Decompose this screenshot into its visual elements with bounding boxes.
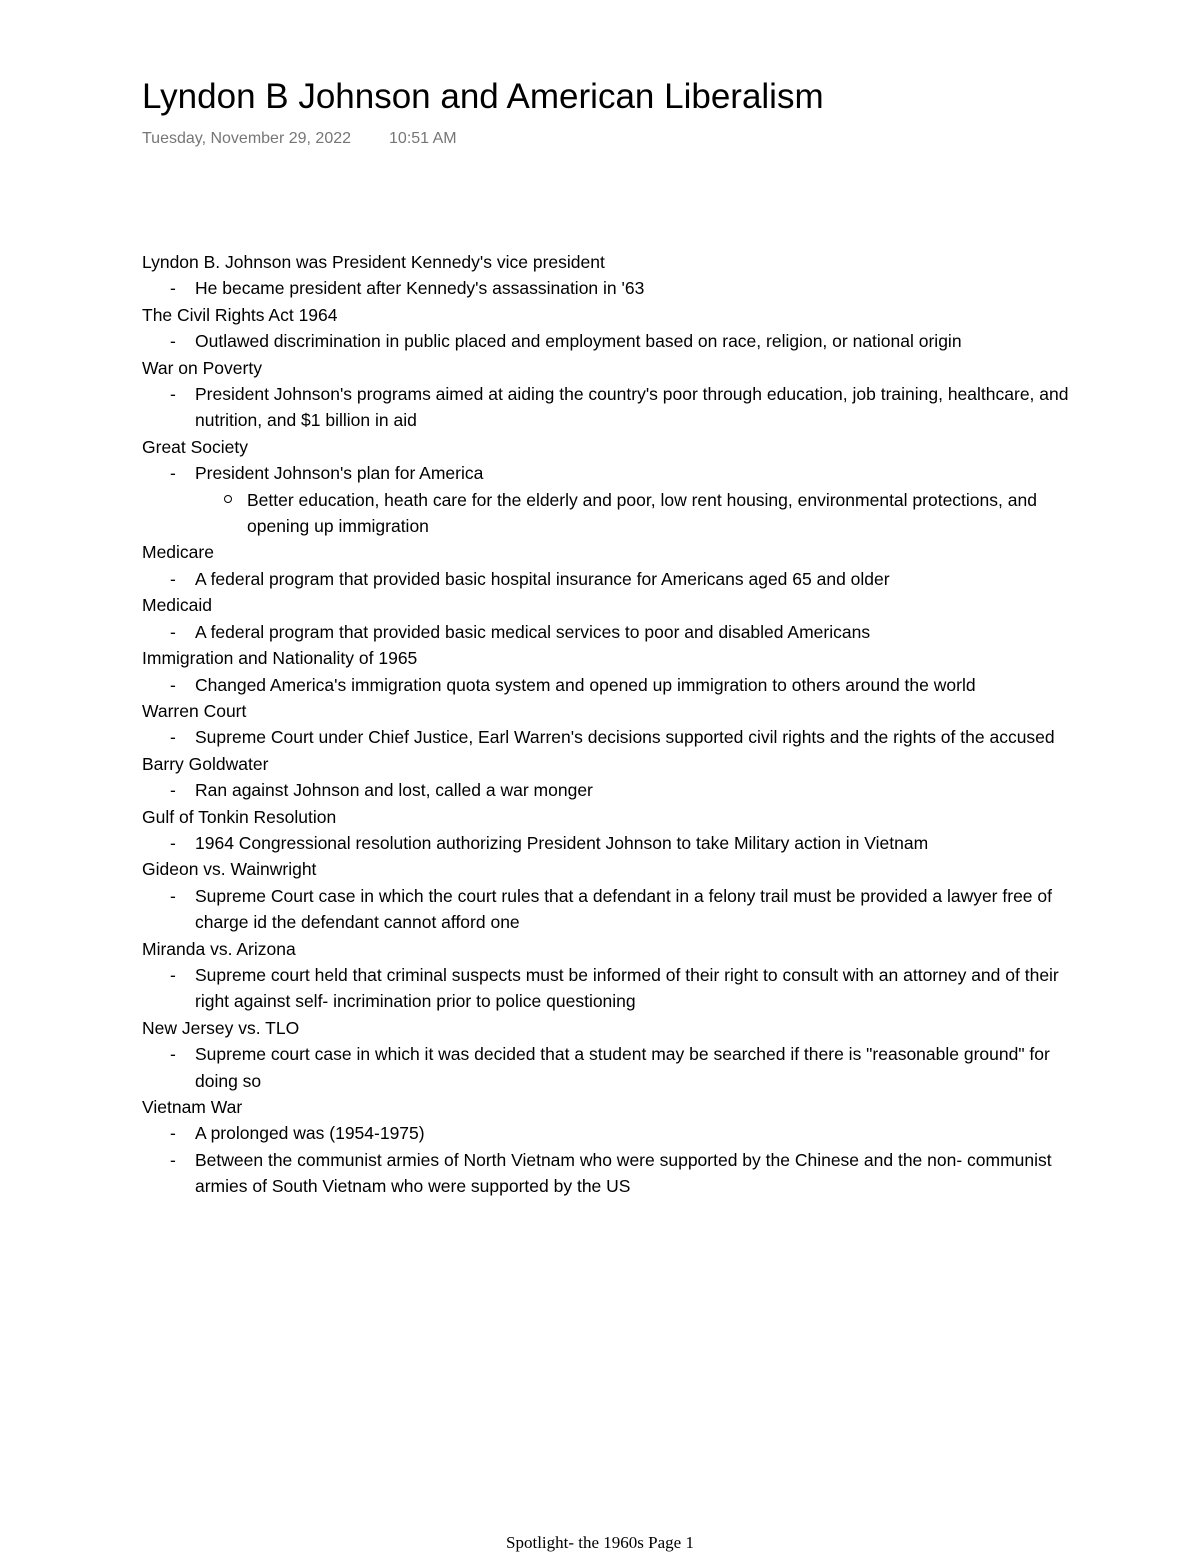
- bullet-point: [142, 566, 1072, 592]
- bullet-point: [142, 460, 1072, 486]
- dash-marker: -: [170, 1149, 176, 1170]
- entry-term: Vietnam War: [142, 1097, 243, 1117]
- bullet-point: [142, 883, 1072, 936]
- bullet-text: Ran against Johnson and lost, called a war monger: [195, 780, 593, 801]
- entry-term: Barry Goldwater: [142, 753, 269, 774]
- dash-marker: -: [170, 331, 176, 352]
- bullet-point: [142, 1120, 1072, 1146]
- entry-term: Medicare: [142, 542, 214, 563]
- bullet-point: [142, 275, 1072, 301]
- bullet-text: President Johnson's plan for America: [195, 463, 484, 484]
- page-footer: Spotlight- the 1960s Page 1: [506, 1533, 694, 1552]
- note-timestamp: [142, 128, 457, 150]
- bullet-point: [142, 724, 1072, 750]
- bullet-text: Outlawed discrimination in public placed and employment based on race, religion, or national origin: [195, 331, 962, 352]
- entry-term: Gideon vs. Wainwright: [142, 859, 317, 880]
- bullet-point: [142, 1041, 1072, 1094]
- entry-term: War on Poverty: [142, 357, 262, 378]
- bullet-point: [142, 777, 1072, 803]
- bullet-text: A federal program that provided basic medical services to poor and disabled Americans: [195, 621, 871, 642]
- bullet-point: [142, 1147, 1072, 1200]
- dash-marker: -: [170, 885, 176, 906]
- entry-term: Miranda vs. Arizona: [142, 938, 296, 959]
- dash-marker: -: [170, 621, 176, 642]
- dash-marker: -: [170, 674, 176, 695]
- entry-term: Gulf of Tonkin Resolution: [142, 806, 337, 827]
- dash-marker: -: [170, 727, 176, 748]
- note-date: Tuesday, November 29, 2022: [142, 130, 352, 147]
- bullet-point: [142, 962, 1072, 1015]
- entry-term: New Jersey vs. TLO: [142, 1017, 300, 1038]
- bullet-point: [142, 830, 1072, 856]
- dash-marker: -: [170, 1044, 176, 1065]
- bullet-text: Between the communist armies of North Vietnam who were supported by the Chinese and the non- communist armies of South Vietnam who were supported by the US: [195, 1149, 1052, 1197]
- dash-marker: -: [170, 964, 176, 985]
- bullet-point: [142, 672, 1072, 698]
- dash-marker: -: [170, 384, 176, 405]
- dash-marker: -: [170, 278, 176, 299]
- sub-bullet-point: [142, 487, 1072, 540]
- dash-marker: -: [170, 780, 176, 801]
- bullet-point: [142, 381, 1072, 434]
- entry-term: Immigration and Nationality of 1965: [142, 648, 418, 669]
- entry-term: The Civil Rights Act 1964: [142, 304, 338, 325]
- bullet-text: Supreme Court under Chief Justice, Earl Warren's decisions supported civil rights and the rights of the accused: [195, 727, 1055, 748]
- bullet-point: [142, 328, 1072, 354]
- bullet-text: He became president after Kennedy's assassination in '63: [195, 278, 645, 299]
- entry-term: Lyndon B. Johnson was President Kennedy's vice president: [142, 252, 605, 272]
- dash-marker: -: [170, 1123, 176, 1144]
- bullet-point: [142, 619, 1072, 645]
- note-time: 10:51 AM: [389, 130, 457, 147]
- entry-term: Warren Court: [142, 700, 247, 721]
- page-title: Lyndon B Johnson and American Liberalism: [142, 77, 824, 116]
- dash-marker: -: [170, 832, 176, 853]
- bullet-text: 1964 Congressional resolution authorizing President Johnson to take Military action in Vietnam: [195, 832, 929, 853]
- bullet-text: A federal program that provided basic hospital insurance for Americans aged 65 and older: [195, 568, 890, 589]
- bullet-text: Supreme Court case in which the court rules that a defendant in a felony trail must be provided a lawyer free of charge id the defendant cannot afford one: [195, 885, 1052, 933]
- entry-term: Great Society: [142, 436, 249, 457]
- entry-term: Medicaid: [142, 595, 213, 616]
- dash-marker: -: [170, 568, 176, 589]
- bullet-text: Changed America's immigration quota system and opened up immigration to others around the world: [195, 674, 976, 695]
- note-body: [142, 249, 1072, 1200]
- sub-bullet-text: Better education, heath care for the elderly and poor, low rent housing, environmental protections, and opening up immigration: [247, 489, 1037, 537]
- bullet-text: Supreme court held that criminal suspects must be informed of their right to consult with an attorney and of their right against self- incrimination prior to police questioning: [195, 964, 1059, 1012]
- bullet-text: Supreme court case in which it was decided that a student may be searched if there is "reasonable ground" for doing so: [195, 1044, 1050, 1091]
- bullet-text: President Johnson's programs aimed at aiding the country's poor through education, job training, healthcare, and nutrition, and $1 billion in aid: [195, 384, 1069, 431]
- bullet-text: A prolonged was (1954-1975): [195, 1123, 425, 1144]
- circle-bullet-icon: [224, 495, 232, 503]
- dash-marker: -: [170, 463, 176, 484]
